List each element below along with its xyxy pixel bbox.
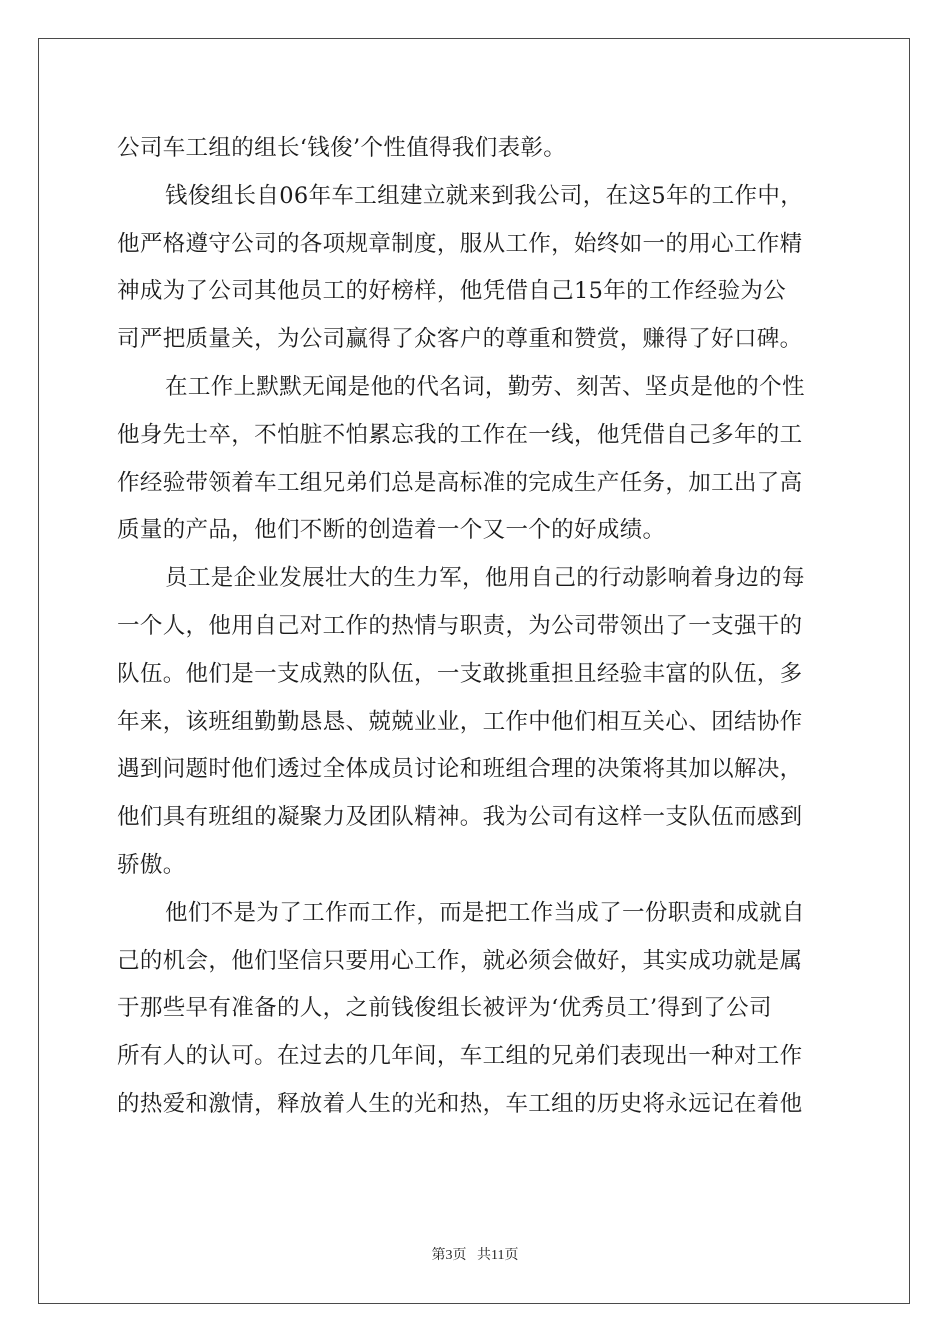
text-line: 公司车工组的组长‘钱俊’个性值得我们表彰。 <box>117 135 567 161</box>
text-line: 质量的产品，他们不断的创造着一个又一个的好成绩。 <box>117 517 666 544</box>
text-line: 的热爱和激情，释放着人生的光和热，车工组的历史将永远记在着他 <box>117 1090 803 1117</box>
text-line: 队伍。他们是一支成熟的队伍，一支敢挑重担且经验丰富的队伍，多 <box>117 660 803 687</box>
page-footer <box>0 1244 950 1264</box>
text-line: 他们不是为了工作而工作，而是把工作当成了一份职责和成就自 <box>165 899 805 926</box>
text-line: 钱俊组长自06年车工组建立就来到我公司，在这5年的工作中， <box>165 182 804 209</box>
text-line: 神成为了公司其他员工的好榜样，他凭借自己15年的工作经验为公 <box>117 278 787 305</box>
text-line: 作经验带领着车工组兄弟们总是高标准的完成生产任务，加工出了高 <box>117 469 803 496</box>
page-number: 第3页 <box>431 1248 467 1263</box>
document-body <box>117 125 833 1129</box>
text-line: 一个人，他用自己对工作的热情与职责，为公司带领出了一支强干的 <box>117 612 803 639</box>
text-line: 骄傲。 <box>117 851 186 878</box>
text-line: 他严格遵守公司的各项规章制度，服从工作，始终如一的用心工作精 <box>117 230 803 257</box>
text-line: 己的机会，他们坚信只要用心工作，就必须会做好，其实成功就是属 <box>117 947 803 974</box>
text-line: 员工是企业发展壮大的生力军，他用自己的行动影响着身边的每 <box>165 565 805 592</box>
text-line: 所有人的认可。在过去的几年间，车工组的兄弟们表现出一种对工作 <box>117 1043 803 1070</box>
text-line: 于那些早有准备的人，之前钱俊组长被评为‘优秀员工’得到了公司 <box>117 995 772 1022</box>
text-line: 在工作上默默无闻是他的代名词，勤劳、刻苦、坚贞是他的个性 <box>165 373 805 400</box>
text-line: 他们具有班组的凝聚力及团队精神。我为公司有这样一支队伍而感到 <box>117 804 803 831</box>
text-line: 年来，该班组勤勤恳恳、兢兢业业，工作中他们相互关心、团结协作 <box>117 708 803 735</box>
text-line: 他身先士卒，不怕脏不怕累忘我的工作在一线，他凭借自己多年的工 <box>117 421 803 448</box>
text-line: 遇到问题时他们透过全体成员讨论和班组合理的决策将其加以解决， <box>117 756 803 783</box>
text-line: 司严把质量关，为公司赢得了众客户的尊重和赞赏，赚得了好口碑。 <box>117 326 803 353</box>
page-total: 共11页 <box>477 1248 519 1263</box>
